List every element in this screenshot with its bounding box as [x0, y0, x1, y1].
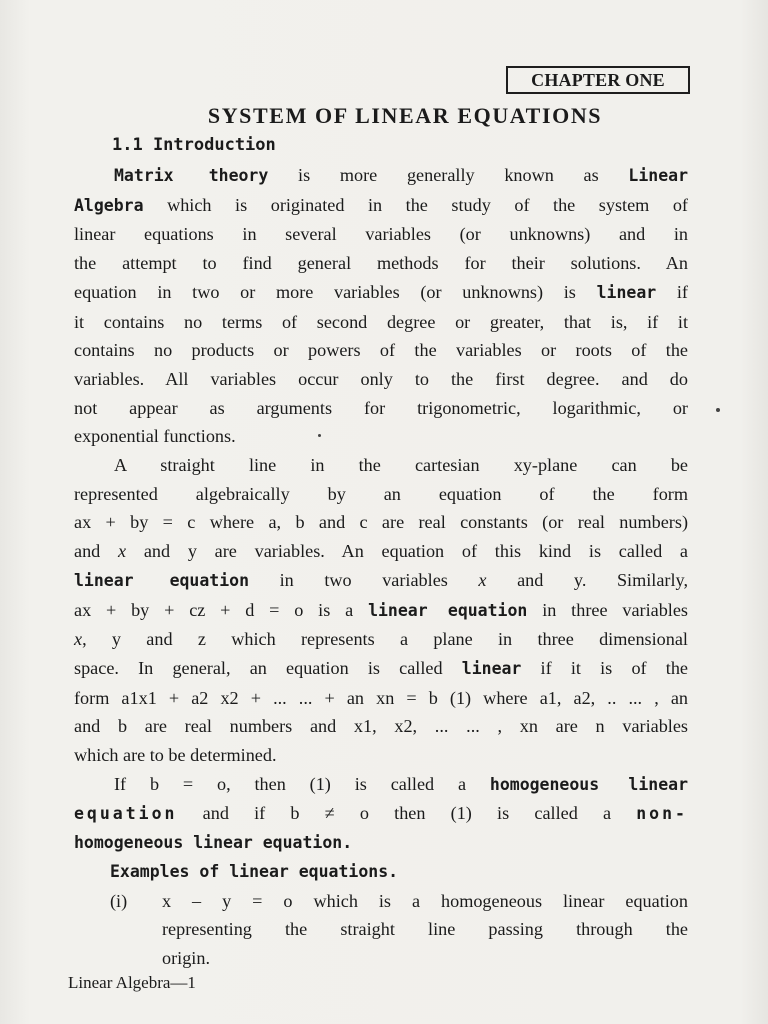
para2-line: and x and y are variables. An equation of this kind is called a: [74, 541, 689, 562]
ink-speck: [318, 434, 321, 437]
para1-line: it contains no terms of second degree or greater, that is, if it: [74, 311, 688, 332]
example-number: (i): [110, 890, 128, 911]
para1-line: exponential functions.: [74, 426, 236, 447]
para2-line: linear equation in two variables x and y. Similarly,: [74, 569, 689, 590]
example-line: representing the straight line passing through the: [162, 919, 688, 940]
para1-line: contains no products or powers of the variables or roots of the: [74, 340, 688, 361]
example-item: [74, 887, 688, 973]
examples-heading: Examples of linear equations.: [110, 861, 399, 881]
para2-line: represented algebraically by an equation of the form: [74, 483, 688, 504]
para1-line: Matrix theory is more generally known as Linear: [114, 165, 689, 185]
para2-line: A straight line in the cartesian xy-plane can be: [114, 455, 688, 476]
para2-line: space. In general, an equation is called linear if it is of the: [74, 657, 688, 678]
para2-line: and b are real numbers and x1, x2, ... ... , xn are n variables: [74, 716, 688, 737]
para1-line: equation in two or more variables (or unknowns) is linear if: [74, 281, 688, 302]
para3-line: equation and if b ≠ o then (1) is called a non-: [74, 803, 688, 824]
para2-line: ax + by = c where a, b and c are real constants (or real numbers): [74, 512, 688, 533]
para3-line: homogeneous linear equation.: [74, 833, 353, 853]
body-text: [74, 161, 688, 973]
example-line: x – y = o which is a homogeneous linear equation: [162, 890, 688, 911]
example-line: origin.: [162, 947, 210, 968]
para3-line: If b = o, then (1) is called a homogeneous linear: [114, 773, 689, 794]
para1-line: Algebra which is originated in the study of the system of: [74, 194, 688, 215]
para1-line: the attempt to find general methods for their solutions. An: [74, 253, 688, 274]
para1-line: linear equations in several variables (or unknowns) and in: [74, 224, 688, 245]
para1-line: variables. All variables occur only to the first degree. and do: [74, 368, 688, 389]
para2-line: x, y and z which represents a plane in three dimensional: [74, 629, 688, 650]
ink-speck: [716, 408, 720, 412]
para2-line: ax + by + cz + d = o is a linear equation in three variables: [74, 599, 688, 620]
chapter-label: CHAPTER ONE: [506, 66, 690, 94]
para2-line: which are to be determined.: [74, 745, 277, 766]
page-title: SYSTEM OF LINEAR EQUATIONS: [207, 103, 603, 128]
para2-line-equation: form a1x1 + a2 x2 + ... ... + an xn = b (1) where a1, a2, .. ... , an: [74, 687, 688, 708]
section-heading: 1.1 Introduction: [112, 135, 276, 155]
para1-line: not appear as arguments for trigonometric, logarithmic, or: [74, 397, 688, 418]
page-footer: Linear Algebra—1: [68, 973, 196, 992]
